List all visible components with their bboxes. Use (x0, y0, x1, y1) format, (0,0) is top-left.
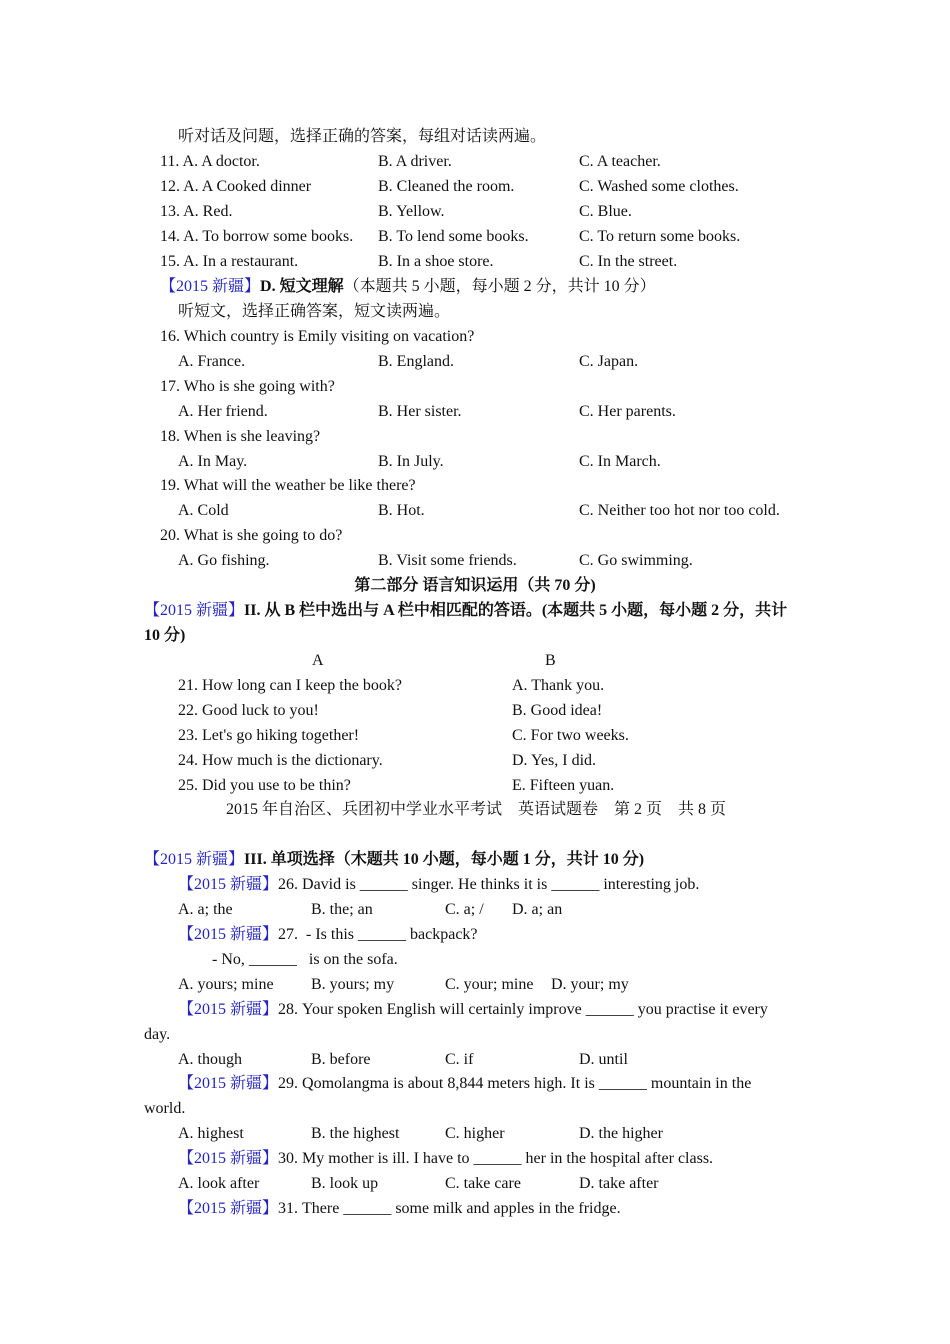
match-a-23: 23. Let's go hiking together! (178, 727, 360, 744)
q29-option-a: A. highest (178, 1125, 244, 1142)
source-tag: 【2015 新疆】 (144, 602, 245, 619)
q18-option-c: C. In March. (579, 453, 661, 470)
q30-option-d: D. take after (579, 1175, 659, 1192)
part3-title (144, 850, 644, 870)
q19-option-c: C. Neither too hot nor too cold. (579, 502, 780, 519)
match-a-24: 24. How much is the dictionary. (178, 752, 383, 769)
q19-text: 19. What will the weather be like there? (160, 477, 416, 494)
part2-title-text: II. 从 B 栏中选出与 A 栏中相匹配的答语。(本题共 5 小题，每小题 2 分，共计 (244, 602, 788, 619)
match-b-d: D. Yes, I did. (512, 752, 597, 769)
q28-stem: 28. Your spoken English will certainly improve ______ you practise it every (278, 1001, 768, 1018)
q29-option-b: B. the highest (311, 1125, 400, 1142)
q17-option-c: C. Her parents. (579, 403, 676, 420)
q27-option-a: A. yours; mine (178, 976, 274, 993)
source-tag: 【2015 新疆】 (178, 1200, 279, 1217)
q29-text (178, 1074, 751, 1094)
q12-option-a: 12. A. A Cooked dinner (160, 178, 312, 195)
q30-stem: 30. My mother is ill. I have to ______ her in the hospital after class. (278, 1150, 714, 1167)
q28-option-b: B. before (311, 1051, 371, 1068)
instruction-d: 听短文，选择正确答案，短文读两遍。 (178, 303, 451, 320)
q18-option-a: A. In May. (178, 453, 248, 470)
q27-text (178, 925, 478, 945)
q15-option-a: 15. A. In a restaurant. (160, 253, 299, 270)
q26-option-c: C. a; / (445, 901, 484, 918)
q20-option-c: C. Go swimming. (579, 552, 693, 569)
q26-text (178, 875, 699, 895)
match-b-a: A. Thank you. (512, 677, 605, 694)
q13-option-a: 13. A. Red. (160, 203, 233, 220)
page-footer: 2015 年自治区、兵团初中学业水平考试 英语试题卷 第 2 页 共 8 页 (226, 801, 727, 818)
q12-option-b: B. Cleaned the room. (378, 178, 515, 195)
column-b-header: B (545, 652, 556, 669)
q30-option-c: C. take care (445, 1175, 521, 1192)
q11-option-b: B. A driver. (378, 153, 452, 170)
q18-option-b: B. In July. (378, 453, 444, 470)
q17-option-b: B. Her sister. (378, 403, 462, 420)
q16-option-a: A. France. (178, 353, 246, 370)
instruction-c: 听对话及问题，选择正确的答案，每组对话读两遍。 (178, 128, 547, 145)
match-b-c: C. For two weeks. (512, 727, 629, 744)
q18-text: 18. When is she leaving? (160, 428, 321, 445)
q30-option-a: A. look after (178, 1175, 260, 1192)
q19-option-b: B. Hot. (378, 502, 425, 519)
column-a-header: A (312, 652, 324, 669)
q15-option-b: B. In a shoe store. (378, 253, 494, 270)
part2-title-cont: 10 分) (144, 627, 186, 644)
q26-stem: 26. David is ______ singer. He thinks it is ______ interesting job. (278, 876, 700, 893)
q11-option-a: 11. A. A doctor. (160, 153, 260, 170)
q16-option-c: C. Japan. (579, 353, 639, 370)
match-a-22: 22. Good luck to you! (178, 702, 319, 719)
q14-option-a: 14. A. To borrow some books. (160, 228, 354, 245)
part3-title-text: III. 单项选择（木题共 10 小题，每小题 1 分，共计 10 分) (244, 851, 645, 868)
q29-text-2: world. (144, 1100, 186, 1117)
q19-option-a: A. Cold (178, 502, 229, 519)
q31-stem: 31. There ______ some milk and apples in the fridge. (278, 1200, 621, 1217)
match-b-e: E. Fifteen yuan. (512, 777, 615, 794)
q13-option-c: C. Blue. (579, 203, 632, 220)
q26-option-a: A. a; the (178, 901, 233, 918)
q20-text: 20. What is she going to do? (160, 527, 343, 544)
match-b-b: B. Good idea! (512, 702, 603, 719)
q27-option-d: D. your; my (551, 976, 629, 993)
q26-option-d: D. a; an (512, 901, 563, 918)
source-tag: 【2015 新疆】 (178, 1001, 279, 1018)
source-tag: 【2015 新疆】 (178, 1150, 279, 1167)
q31-text (178, 1199, 621, 1219)
q28-option-c: C. if (445, 1051, 474, 1068)
q28-option-d: D. until (579, 1051, 628, 1068)
part2-heading: 第二部分 语言知识运用（共 70 分) (354, 577, 596, 594)
q30-text (178, 1149, 713, 1169)
q14-option-b: B. To lend some books. (378, 228, 529, 245)
q17-text: 17. Who is she going with? (160, 378, 335, 395)
q28-text (178, 1000, 768, 1020)
source-tag: 【2015 新疆】 (144, 851, 245, 868)
q11-option-c: C. A teacher. (579, 153, 661, 170)
q29-stem: 29. Qomolangma is about 8,844 meters high. It is ______ mountain in the (278, 1075, 752, 1092)
q13-option-b: B. Yellow. (378, 203, 445, 220)
q27-option-b: B. yours; my (311, 976, 395, 993)
q28-text-2: day. (144, 1026, 171, 1043)
q20-option-a: A. Go fishing. (178, 552, 270, 569)
q28-option-a: A. though (178, 1051, 242, 1068)
q14-option-c: C. To return some books. (579, 228, 741, 245)
q20-option-b: B. Visit some friends. (378, 552, 517, 569)
section-d-note: （本题共 5 小题，每小题 2 分，共计 10 分） (343, 278, 656, 295)
q16-text: 16. Which country is Emily visiting on vacation? (160, 328, 475, 345)
q27-stem: 27. - Is this ______ backpack? (278, 926, 478, 943)
q27-text-2: - No, ______ is on the sofa. (212, 951, 398, 968)
q29-option-c: C. higher (445, 1125, 505, 1142)
section-d-title: D. 短文理解 (260, 278, 344, 295)
q12-option-c: C. Washed some clothes. (579, 178, 739, 195)
q27-option-c: C. your; mine (445, 976, 534, 993)
q29-option-d: D. the higher (579, 1125, 663, 1142)
source-tag: 【2015 新疆】 (178, 926, 279, 943)
source-tag: 【2015 新疆】 (178, 1075, 279, 1092)
q30-option-b: B. look up (311, 1175, 379, 1192)
q26-option-b: B. the; an (311, 901, 373, 918)
match-a-25: 25. Did you use to be thin? (178, 777, 351, 794)
q17-option-a: A. Her friend. (178, 403, 268, 420)
match-a-21: 21. How long can I keep the book? (178, 677, 402, 694)
part2-title (144, 601, 787, 621)
q16-option-b: B. England. (378, 353, 454, 370)
source-tag: 【2015 新疆】 (160, 278, 261, 295)
q15-option-c: C. In the street. (579, 253, 678, 270)
section-d-header (160, 277, 656, 297)
source-tag: 【2015 新疆】 (178, 876, 279, 893)
